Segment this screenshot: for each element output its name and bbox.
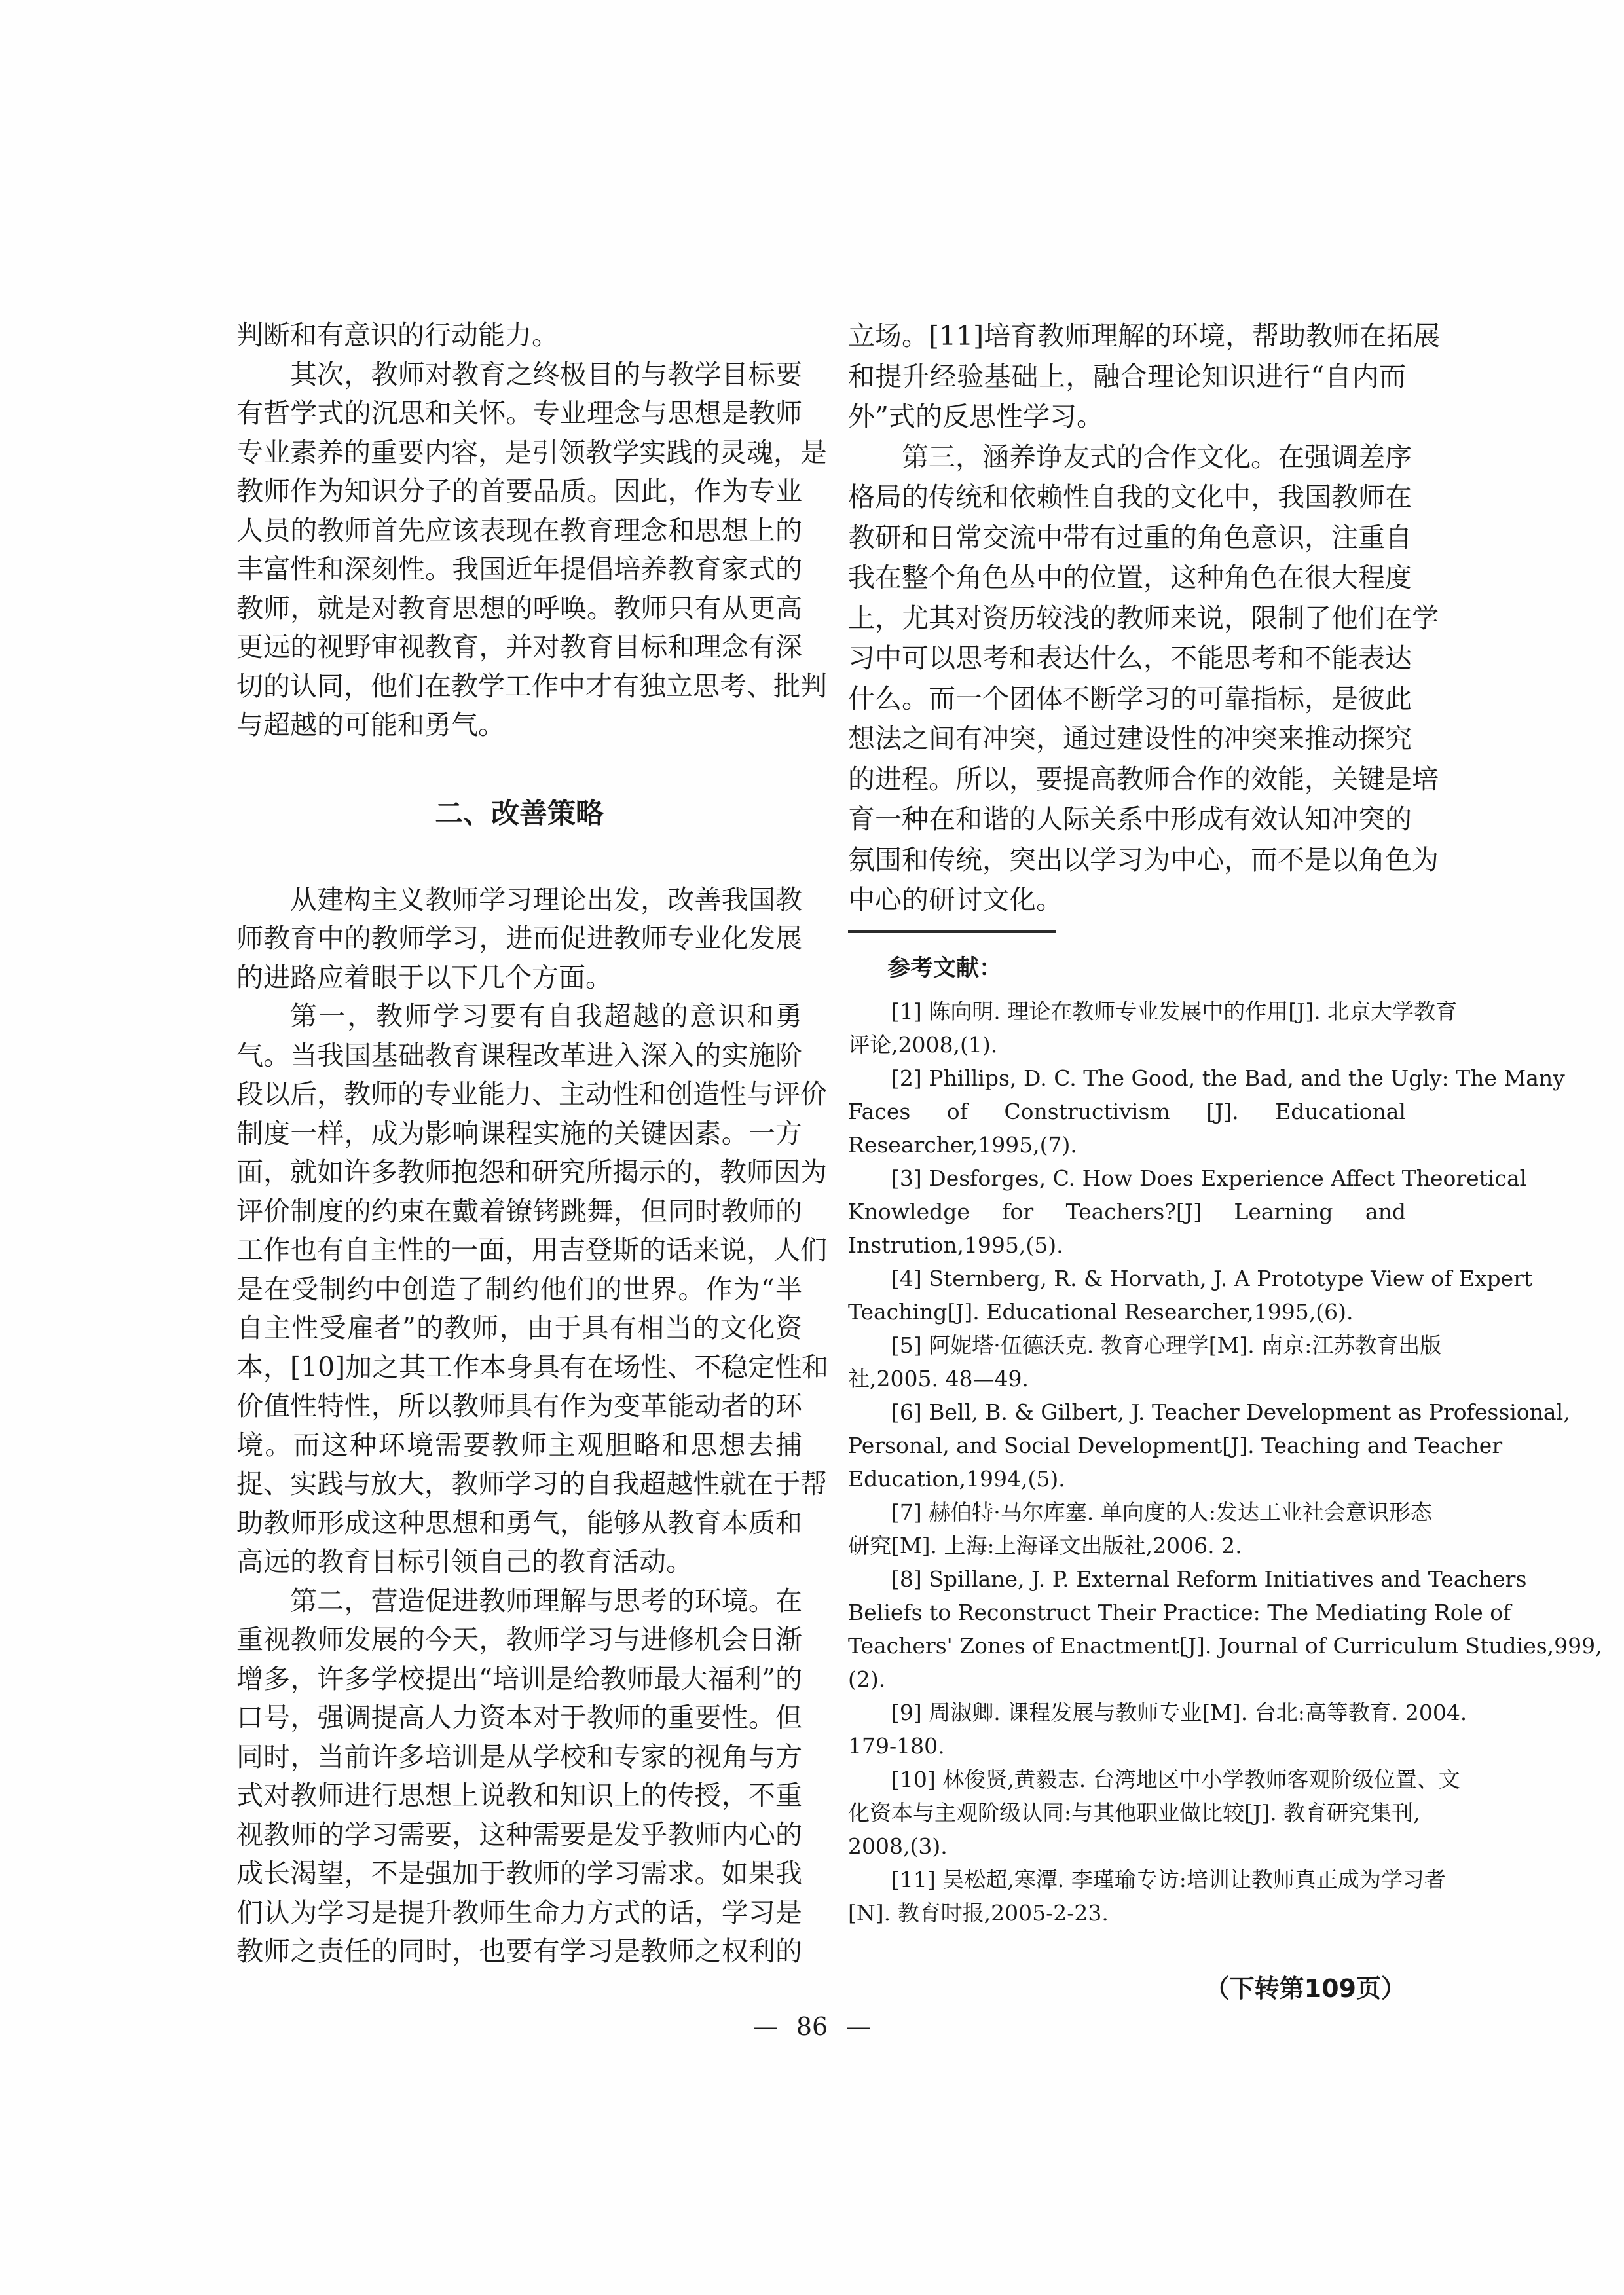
text-line: 更远的视野审视教育，并对教育目标和理念有深 <box>236 631 802 663</box>
text-line: 助教师形成这种思想和勇气，能够从教育本质和 <box>236 1507 802 1539</box>
left-column-text-top <box>236 316 827 745</box>
text-line: 第二，营造促进教师理解与思考的环境。在 <box>290 1585 802 1617</box>
page-number: 86 <box>796 2012 828 2041</box>
text-line: Education,1994,(5). <box>848 1465 1065 1492</box>
text-line: [7] 赫伯特·马尔库塞. 单向度的人:发达工业社会意识形态 <box>891 1499 1432 1525</box>
text-line: [11] 吴松超,寒潭. 李瑾瑜专访:培训让教师真正成为学习者 <box>891 1866 1446 1892</box>
text-line: 视教师的学习需要，这种需要是发乎教师内心的 <box>236 1818 802 1850</box>
text-line: 其次，教师对教育之终极目的与教学目标要 <box>290 358 802 390</box>
text-line: 人员的教师首先应该表现在教育理念和思想上的 <box>236 514 802 546</box>
text-line: 教研和日常交流中带有过重的角色意识，注重自 <box>848 521 1412 553</box>
left-column-text-bottom <box>236 881 829 1972</box>
text-line: 气。当我国基础教育课程改革进入深入的实施阶 <box>236 1039 802 1071</box>
text-line: 捉、实践与放大，教师学习的自我超越性就在于帮 <box>236 1468 827 1499</box>
references-divider <box>848 930 1056 933</box>
text-line: 从建构主义教师学习理论出发，改善我国教 <box>290 883 802 915</box>
text-line: Knowledge for Teachers?[J] Learning and Instrution,1995,(5). <box>848 1198 1406 1258</box>
text-line: 第三，涵养诤友式的合作文化。在强调差序 <box>902 441 1412 473</box>
references-list <box>848 995 1602 1930</box>
text-line: 氛围和传统，突出以学习为中心，而不是以角色为 <box>848 843 1439 875</box>
text-line: 工作也有自主性的一面，用吉登斯的话来说，人们 <box>236 1234 827 1266</box>
text-line: 价值性特性，所以教师具有作为变革能动者的环 <box>236 1390 802 1422</box>
text-line: [5] 阿妮塔·伍德沃克. 教育心理学[M]. 南京:江苏教育出版 <box>891 1332 1442 1358</box>
text-line: [10] 林俊贤,黄毅志. 台湾地区中小学教师客观阶级位置、文 <box>891 1766 1460 1792</box>
text-line: Personal, and Social Development[J]. Teaching and Teacher <box>848 1432 1503 1458</box>
text-line: Teaching[J]. Educational Researcher,1995,(6). <box>848 1298 1354 1325</box>
text-line: Faces of Constructivism [J]. Educational Researcher,1995,(7). <box>848 1098 1406 1158</box>
text-line: [8] Spillane, J. P. External Reform Initiatives and Teachers <box>891 1566 1527 1592</box>
text-line: [1] 陈向明. 理论在教师专业发展中的作用[J]. 北京大学教育 <box>891 998 1458 1024</box>
text-line: 习中可以思考和表达什么，不能思考和不能表达 <box>848 642 1412 674</box>
text-line: 本，[10]加之其工作本身具有在场性、不稳定性和 <box>236 1351 829 1383</box>
footer-right-dash: — <box>846 2012 872 2041</box>
text-line: 什么。而一个团体不断学习的可靠指标，是彼此 <box>848 682 1412 714</box>
text-line: 重视教师发展的今天，教师学习与进修机会日渐 <box>236 1624 802 1655</box>
text-line: 增多，许多学校提出“培训是给教师最大福利”的 <box>236 1662 802 1695</box>
text-line: 和提升经验基础上，融合理论知识进行“自内而 <box>848 360 1406 392</box>
text-line: [6] Bell, B. & Gilbert, J. Teacher Development as Professional, <box>891 1399 1570 1425</box>
text-line: 制度一样，成为影响课程实施的关键因素。一方 <box>236 1117 802 1149</box>
text-column-left <box>236 316 829 1972</box>
text-line: 专业素养的重要内容，是引领教学实践的灵魂，是 <box>236 436 827 468</box>
text-line: 切的认同，他们在教学工作中才有独立思考、批判 <box>236 670 827 702</box>
text-line: 的进路应着眼于以下几个方面。 <box>236 961 612 993</box>
text-line: 是在受制约中创造了制约他们的世界。作为“半 <box>236 1273 802 1305</box>
text-line: 立场。[11]培育教师理解的环境，帮助教师在拓展 <box>848 320 1441 352</box>
text-line: 第一，教师学习要有自我超越的意识和勇 <box>290 1001 802 1032</box>
text-line: Teachers' Zones of Enactment[J]. Journal of Curriculum Studies,999, <box>848 1632 1602 1659</box>
text-line: 2008,(3). <box>848 1833 948 1859</box>
page-footer <box>0 2011 1624 2042</box>
text-line: 化资本与主观阶级认同:与其他职业做比较[J]. 教育研究集刊, <box>848 1799 1420 1826</box>
text-line: 外”式的反思性学习。 <box>848 401 1103 432</box>
text-line: 教师作为知识分子的首要品质。因此，作为专业 <box>236 475 802 507</box>
text-line: [3] Desforges, C. How Does Experience Affect Theoretical <box>891 1165 1527 1191</box>
text-line: 育一种在和谐的人际关系中形成有效认知冲突的 <box>848 803 1412 835</box>
text-line: 179-180. <box>848 1733 945 1759</box>
text-line: 们认为学习是提升教师生命力方式的话，学习是 <box>236 1896 802 1928</box>
text-line: Beliefs to Reconstruct Their Practice: The Mediating Role of <box>848 1599 1511 1625</box>
text-line: 丰富性和深刻性。我国近年提倡培养教育家式的 <box>236 553 802 585</box>
text-line: 面，就如许多教师抱怨和研究所揭示的，教师因为 <box>236 1156 827 1188</box>
text-line: 社,2005. 48—49. <box>848 1365 1029 1391</box>
text-line: 与超越的可能和勇气。 <box>236 709 505 741</box>
text-line: 段以后，教师的专业能力、主动性和创造性与评价 <box>236 1078 827 1110</box>
text-line: [4] Sternberg, R. & Horvath, J. A Prototype View of Expert <box>891 1265 1533 1291</box>
footer-left-dash: — <box>752 2012 778 2041</box>
text-line: 想法之间有冲突，通过建设性的冲突来推动探究 <box>848 723 1412 754</box>
text-line: 研究[M]. 上海:上海译文出版社,2006. 2. <box>848 1532 1242 1558</box>
text-line: 上，尤其对资历较浅的教师来说，限制了他们在学 <box>848 602 1439 634</box>
text-line: [2] Phillips, D. C. The Good, the Bad, and the Ugly: The Many <box>891 1065 1565 1091</box>
text-line: [N]. 教育时报,2005-2-23. <box>848 1900 1109 1926</box>
text-line: 中心的研讨文化。 <box>848 884 1063 915</box>
text-column-right <box>848 316 1602 2007</box>
text-line: 式对教师进行思想上说教和知识上的传授，不重 <box>236 1780 802 1811</box>
text-line: 自主性受雇者”的教师，由于具有相当的文化资 <box>236 1312 802 1344</box>
text-line: 评论,2008,(1). <box>848 1031 998 1057</box>
text-line: 格局的传统和依赖性自我的文化中，我国教师在 <box>848 481 1412 513</box>
text-line: 高远的教育目标引领自己的教育活动。 <box>236 1546 693 1577</box>
text-line: 评价制度的约束在戴着镣铐跳舞，但同时教师的 <box>236 1195 802 1227</box>
text-line: 教师，就是对教育思想的呼唤。教师只有从更高 <box>236 592 802 624</box>
text-line: 境。而这种环境需要教师主观胆略和思想去捕 <box>236 1429 802 1461</box>
text-line: 判断和有意识的行动能力。 <box>236 320 559 351</box>
text-line: (2). <box>848 1666 886 1692</box>
references-heading: 参考文献： <box>887 955 1003 982</box>
continuation-note: （下转第109页） <box>1204 1974 1406 2003</box>
text-line: 的进程。所以，要提高教师合作的效能，关键是培 <box>848 763 1439 795</box>
text-line: 教师之责任的同时，也要有学习是教师之权利的 <box>236 1936 802 1967</box>
right-column-text <box>848 316 1441 921</box>
text-line: 师教育中的教师学习，进而促进教师专业化发展 <box>236 923 802 954</box>
text-line: [9] 周淑卿. 课程发展与教师专业[M]. 台北:高等教育. 2004. <box>891 1699 1467 1725</box>
text-line: 我在整个角色丛中的位置，这种角色在很大程度 <box>848 562 1412 593</box>
text-line: 成长渴望，不是强加于教师的学习需求。如果我 <box>236 1858 802 1889</box>
text-line: 同时，当前许多培训是从学校和专家的视角与方 <box>236 1740 802 1772</box>
text-line: 有哲学式的沉思和关怀。专业理念与思想是教师 <box>236 397 802 429</box>
section-heading: 二、改善策略 <box>435 797 604 830</box>
text-line: 口号，强调提高人力资本对于教师的重要性。但 <box>236 1702 802 1733</box>
